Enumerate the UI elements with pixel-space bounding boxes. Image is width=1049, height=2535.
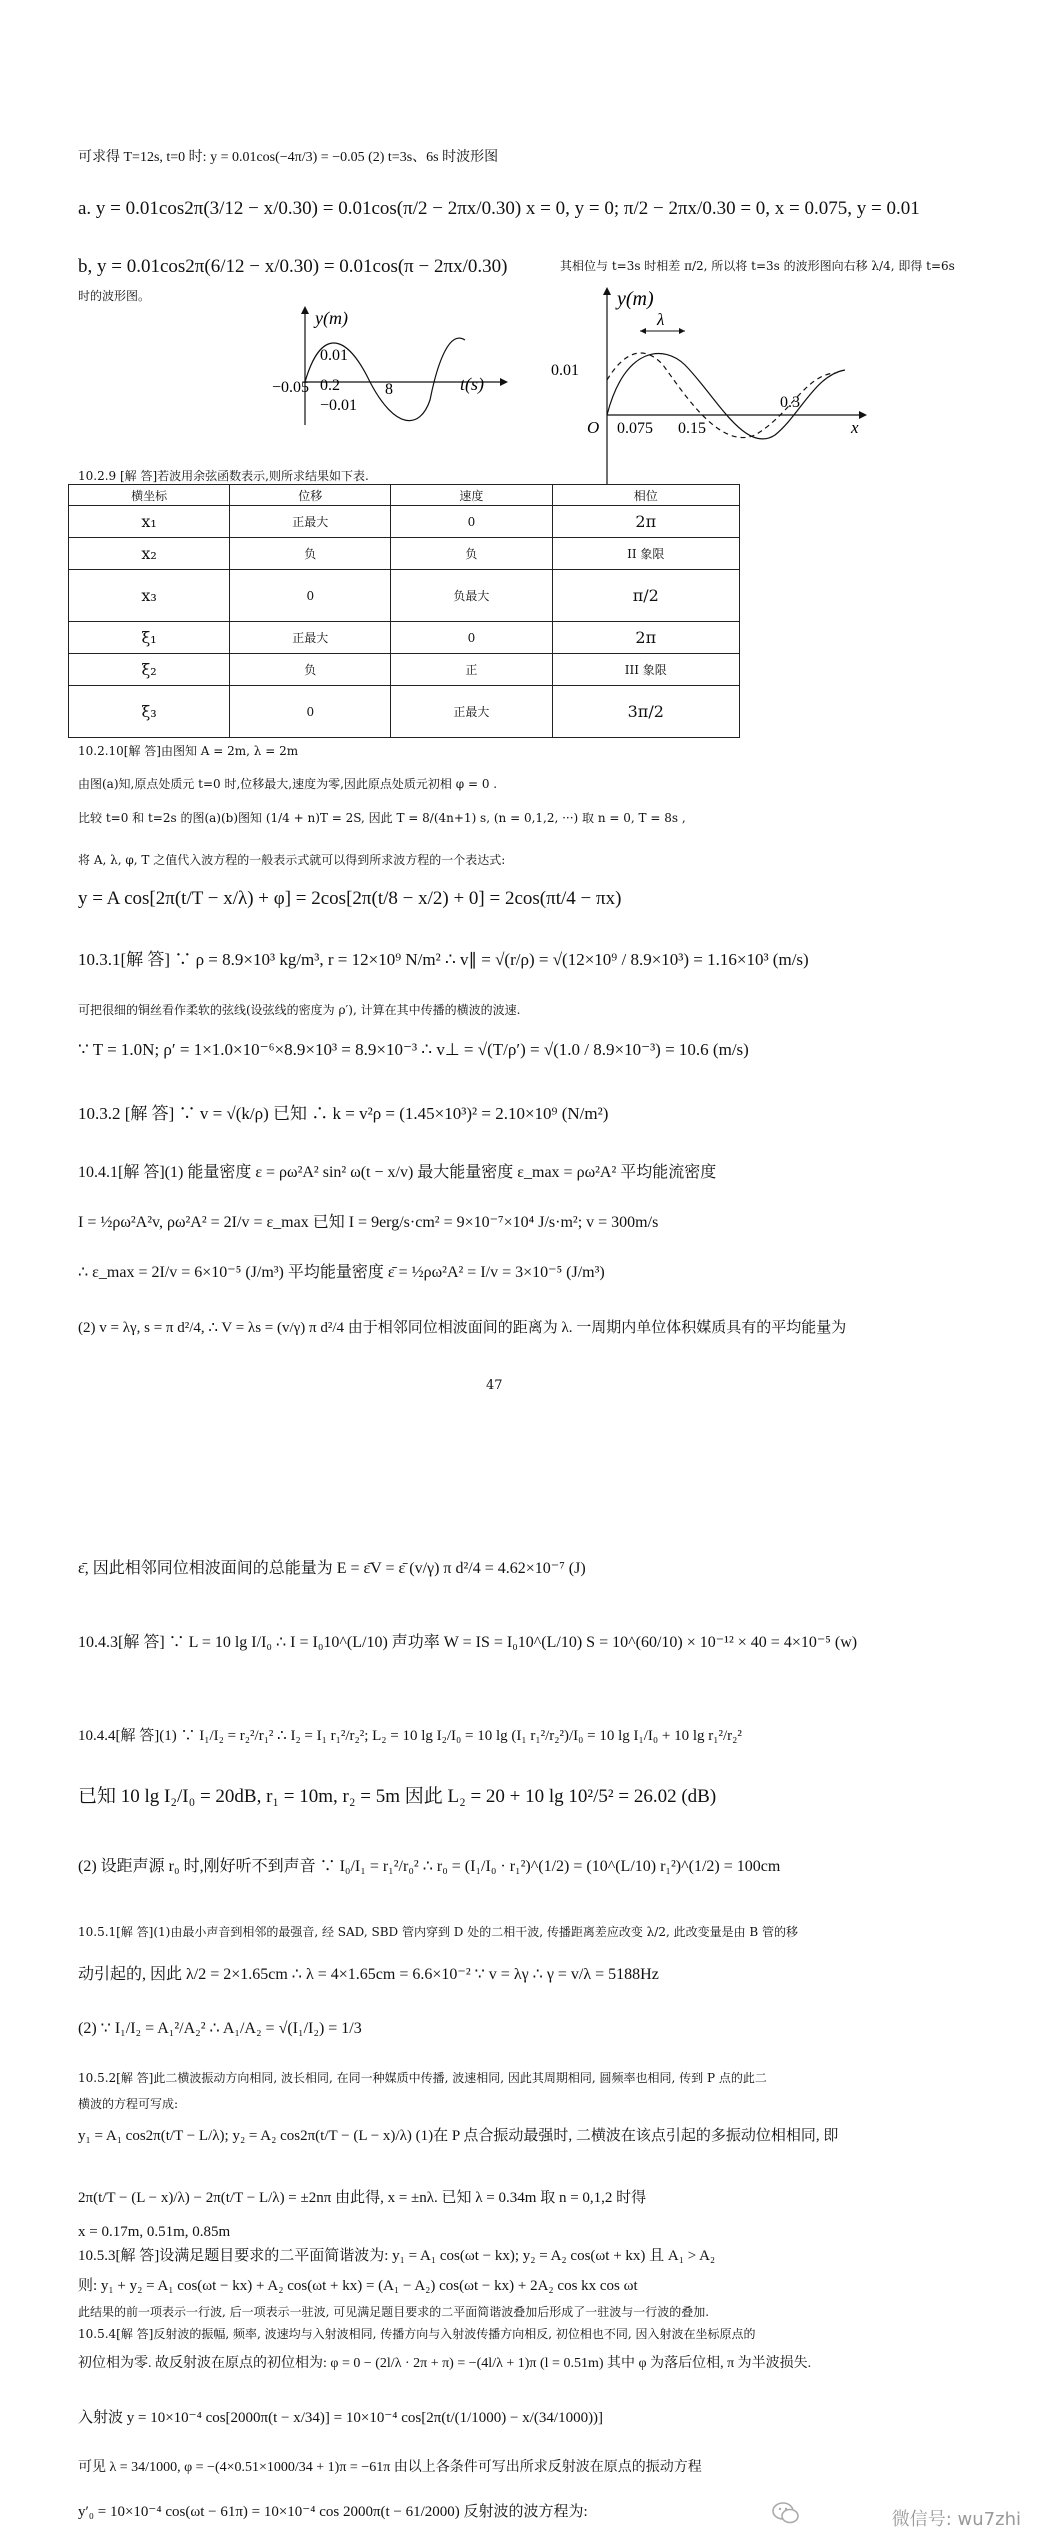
- equation-line: 2π(t/T − (L − x)/λ) − 2π(t/T − L/λ) = ±2nπ 由此得, x = ±nλ. 已知 λ = 0.34m 取 n = 0,1,2 时得: [78, 2190, 647, 2206]
- text-line: 将 A, λ, φ, T 之值代入波方程的一般表示式就可以得到所求波方程的一个表达式:: [78, 853, 506, 867]
- graph-b-label: 0.075: [617, 420, 653, 437]
- equation-line: 10.3.1[解 答] ∵ ρ = 8.9×10³ kg/m³, r = 12×10⁹ N/m² ∴ v∥ = √(r/ρ) = √(12×10⁹ / 8.9×10³) = 1.16×10³ (m/s): [78, 950, 809, 969]
- text-line: 此结果的前一项表示一行波, 后一项表示一驻波, 可见满足题目要求的二平面简谐波叠加后形成了一驻波与一行波的叠加.: [78, 2305, 710, 2319]
- table-cell: x₃: [69, 570, 230, 622]
- equation-line: (2) 设距声源 r₀ 时,刚好听不到声音 ∵ I₀/I₁ = r₁²/r₀² ∴ r₀ = (I₁/I₀ · r₁²)^(1/2) = (10^(L/10) r₁²)^(1/2) = 100cm: [78, 1858, 781, 1875]
- equation-line: 已知 10 lg I₂/I₀ = 20dB, r₁ = 10m, r₂ = 5m 因此 L₂ = 20 + 10 lg 10²/5² = 26.02 (dB): [78, 1786, 717, 1807]
- table-header: 相位: [552, 485, 739, 506]
- graph-a-label: 8: [385, 381, 393, 398]
- equation-line: ∵ T = 1.0N; ρ′ = 1×1.0×10⁻⁶×8.9×10³ = 8.9×10⁻³ ∴ v⊥ = √(T/ρ′) = √(1.0 / 8.9×10⁻³) = 10.6 (m/s): [78, 1040, 749, 1059]
- text-line: 10.5.1[解 答](1)由最小声音到相邻的最强音, 经 SAD, SBD 管内穿到 D 处的二相干波, 传播距离差应改变 λ/2, 此改变量是由 B 管的移: [78, 1925, 799, 1939]
- waveform-graph-a: [260, 300, 520, 435]
- table-row: [69, 654, 740, 686]
- table-cell: 负: [391, 538, 552, 570]
- table-row: [69, 570, 740, 622]
- graph-a-label: −0.05: [272, 379, 310, 396]
- graph-a-label: 0.2: [320, 377, 340, 394]
- table-header-row: [69, 485, 740, 506]
- table-cell: x₂: [69, 538, 230, 570]
- table-row: [69, 506, 740, 538]
- table-cell: 3π/2: [552, 686, 739, 738]
- text-line: 10.2.9 [解 答]若波用余弦函数表示,则所求结果如下表.: [78, 469, 369, 483]
- graph-b-lambda: λ: [657, 310, 665, 329]
- table-cell: 0: [391, 622, 552, 654]
- table-row: [69, 622, 740, 654]
- table-cell: ξ₃: [69, 686, 230, 738]
- graph-a-xlabel: t(s): [460, 374, 484, 394]
- text-line: 时的波形图。: [78, 289, 151, 303]
- equation-line: 动引起的, 因此 λ/2 = 2×1.65cm ∴ λ = 4×1.65cm = 6.6×10⁻² ∵ v = λγ ∴ γ = v/λ = 5188Hz: [78, 1966, 659, 1983]
- table-row: [69, 538, 740, 570]
- table-cell: 正: [391, 654, 552, 686]
- table-cell: 0: [230, 570, 391, 622]
- table-cell: 2π: [552, 506, 739, 538]
- graph-b-ylabel: y(m): [617, 288, 654, 310]
- graph-b-label: 0.01: [551, 362, 579, 379]
- watermark-text: 微信号: wu7zhi: [891, 2509, 1021, 2530]
- table-cell: ξ₂: [69, 654, 230, 686]
- equation-line: y₁ = A₁ cos2π(t/T − L/λ); y₂ = A₂ cos2π(t/T − (L − x)/λ) (1)在 P 点合振动最强时, 二横波在该点引起的多振动位相相同, 即: [78, 2128, 839, 2144]
- equation-line: ε̄, 因此相邻同位相波面间的总能量为 E = ε̄V = ε̄ (v/γ) π d²/4 = 4.62×10⁻⁷ (J): [78, 1560, 586, 1577]
- graph-a-label: 0.01: [320, 347, 348, 364]
- text-line: 横波的方程可写成:: [78, 2097, 179, 2111]
- equation-line: y = A cos[2π(t/T − x/λ) + φ] = 2cos[2π(t/8 − x/2) + 0] = 2cos(πt/4 − πx): [78, 888, 622, 909]
- table-cell: 0: [391, 506, 552, 538]
- equation-line: I = ½ρω²A²v, ρω²A² = 2I/v = ε_max 已知 I = 9erg/s·cm² = 9×10⁻⁷×10⁴ J/s·m²; v = 300m/s: [78, 1214, 659, 1231]
- graph-a-label: −0.01: [320, 397, 358, 414]
- equation-line: b, y = 0.01cos2π(6/12 − x/0.30) = 0.01cos(π − 2πx/0.30): [78, 256, 508, 277]
- page-number: 47: [486, 1378, 503, 1393]
- graph-a-ylabel: y(m): [315, 308, 348, 328]
- graph-b-origin: O: [587, 418, 600, 437]
- equation-line: 10.3.2 [解 答] ∵ v = √(k/ρ) 已知 ∴ k = v²ρ = (1.45×10³)² = 2.10×10⁹ (N/m²): [78, 1104, 609, 1123]
- results-table: [68, 484, 740, 738]
- table-cell: 负最大: [391, 570, 552, 622]
- graph-b-xlabel: x: [851, 418, 859, 437]
- table-cell: 负: [230, 654, 391, 686]
- text-line: 由图(a)知,原点处质元 t=0 时,位移最大,速度为零,因此原点处质元初相 φ = 0 .: [78, 777, 498, 791]
- table-cell: ξ₁: [69, 622, 230, 654]
- table-header: 速度: [391, 485, 552, 506]
- table-header: 横坐标: [69, 485, 230, 506]
- equation-line: ∴ ε_max = 2I/v = 6×10⁻⁵ (J/m³) 平均能量密度 ε̄ = ½ρω²A² = I/v = 3×10⁻⁵ (J/m³): [78, 1264, 605, 1281]
- text-line: 可求得 T=12s, t=0 时: y = 0.01cos(−4π/3) = −0.05 (2) t=3s、6s 时波形图: [78, 150, 499, 165]
- table-cell: x₁: [69, 506, 230, 538]
- equation-line: 入射波 y = 10×10⁻⁴ cos[2000π(t − x/34)] = 10×10⁻⁴ cos[2π(t/(1/1000) − x/(34/1000))]: [78, 2410, 604, 2426]
- wechat-icon: [771, 2500, 801, 2526]
- table-row: [69, 686, 740, 738]
- table-cell: 正最大: [230, 506, 391, 538]
- waveform-graph-b: [545, 285, 875, 490]
- graph-b-label: 0.3: [780, 394, 800, 411]
- equation-line: (2) v = λγ, s = π d²/4, ∴ V = λs = (v/γ) π d²/4 由于相邻同位相波面间的距离为 λ. 一周期内单位体积媒质具有的平均能量为: [78, 1320, 847, 1336]
- graph-b-label: 0.15: [678, 420, 706, 437]
- equation-line: 则: y₁ + y₂ = A₁ cos(ωt − kx) + A₂ cos(ωt + kx) = (A₁ − A₂) cos(ωt − kx) + 2A₂ cos kx cos ωt: [78, 2278, 638, 2294]
- table-cell: II 象限: [552, 538, 739, 570]
- equation-line: x = 0.17m, 0.51m, 0.85m: [78, 2224, 231, 2240]
- table-header: 位移: [230, 485, 391, 506]
- table-cell: π/2: [552, 570, 739, 622]
- equation-line: 10.4.4[解 答](1) ∵ I₁/I₂ = r₂²/r₁² ∴ I₂ = I₁ r₁²/r₂²; L₂ = 10 lg I₂/I₀ = 10 lg (I₁ r₁²/r₂²)/I₀ = 10 lg I₁/I₀ + 10 lg r₁²/r₂²: [78, 1728, 742, 1744]
- text-line: 其相位与 t=3s 时相差 π/2, 所以将 t=3s 的波形图向右移 λ/4, 即得 t=6s: [560, 259, 955, 273]
- table-cell: 负: [230, 538, 391, 570]
- equation-line: a. y = 0.01cos2π(3/12 − x/0.30) = 0.01cos(π/2 − 2πx/0.30) x = 0, y = 0; π/2 − 2πx/0.30 = 0, x = 0.075, y = 0.01: [78, 198, 920, 219]
- equation-line: 初位相为零. 故反射波在原点的初位相为: φ = 0 − (2l/λ · 2π + π) = −(4l/λ + 1)π (l = 0.51m) 其中 φ 为落后位相, π 为半波损失.: [78, 2356, 812, 2371]
- text-line: 比较 t=0 和 t=2s 的图(a)(b)图知 (1/4 + n)T = 2S, 因此 T = 8/(4n+1) s, (n = 0,1,2, ···) 取 n = 0, T = 8s ,: [78, 811, 686, 825]
- text-line: 可把很细的铜丝看作柔软的弦线(设弦线的密度为 ρ′), 计算在其中传播的横波的波速.: [78, 1003, 521, 1017]
- text-line: 10.2.10[解 答]由图知 A = 2m, λ = 2m: [78, 744, 299, 758]
- equation-line: 可见 λ = 34/1000, φ = −(4×0.51×1000/34 + 1)π = −61π 由以上各条件可写出所求反射波在原点的振动方程: [78, 2460, 702, 2475]
- text-line: 10.5.2[解 答]此二横波振动方向相同, 波长相同, 在同一种媒质中传播, 波速相同, 因此其周期相同, 圆频率也相同, 传到 P 点的此二: [78, 2071, 767, 2085]
- table-cell: 2π: [552, 622, 739, 654]
- equation-line: 10.5.3[解 答]设满足题目要求的二平面简谐波为: y₁ = A₁ cos(ωt − kx); y₂ = A₂ cos(ωt + kx) 且 A₁ > A₂: [78, 2248, 716, 2264]
- table-cell: 正最大: [230, 622, 391, 654]
- table-cell: III 象限: [552, 654, 739, 686]
- table-cell: 0: [230, 686, 391, 738]
- equation-line: (2) ∵ I₁/I₂ = A₁²/A₂² ∴ A₁/A₂ = √(I₁/I₂) = 1/3: [78, 2020, 362, 2037]
- table-cell: 正最大: [391, 686, 552, 738]
- equation-line: 10.4.3[解 答] ∵ L = 10 lg I/I₀ ∴ I = I₀10^(L/10) 声功率 W = IS = I₀10^(L/10) S = 10^(60/10) × 10⁻¹² × 40 = 4×10⁻⁵ (w): [78, 1634, 858, 1651]
- text-line: 10.5.4[解 答]反射波的振幅, 频率, 波速均与入射波相同, 传播方向与入射波传播方向相反, 初位相也不同, 因入射波在坐标原点的: [78, 2327, 756, 2341]
- equation-line: y′₀ = 10×10⁻⁴ cos(ωt − 61π) = 10×10⁻⁴ cos 2000π(t − 61/2000) 反射波的波方程为:: [78, 2504, 588, 2520]
- equation-line: 10.4.1[解 答](1) 能量密度 ε = ρω²A² sin² ω(t − x/v) 最大能量密度 ε_max = ρω²A² 平均能流密度: [78, 1164, 717, 1181]
